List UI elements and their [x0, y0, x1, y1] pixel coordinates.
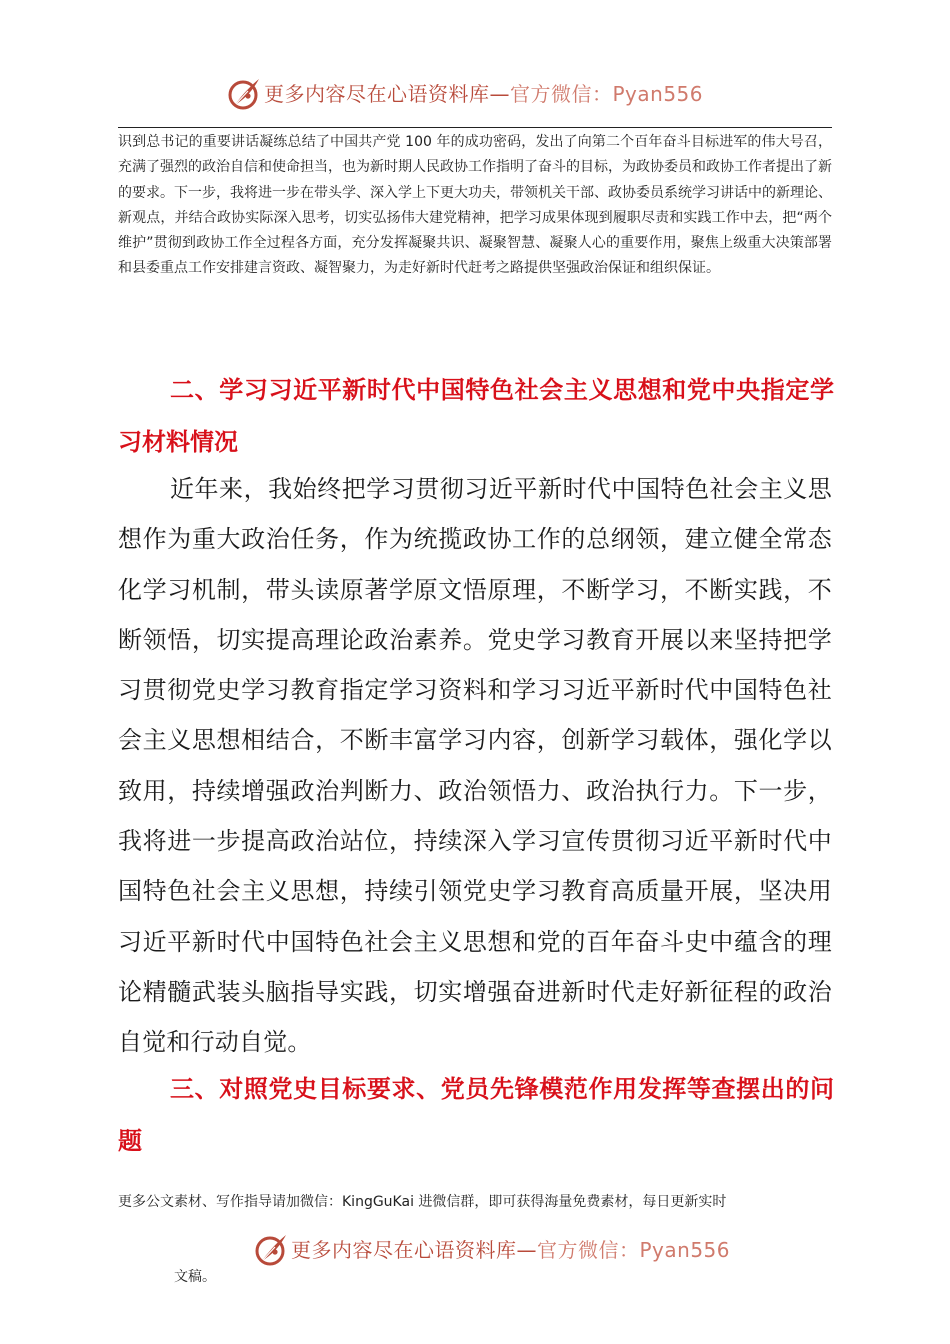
header-rule	[118, 127, 832, 128]
watermark-main: 更多内容尽在心语资料库—	[291, 1238, 537, 1262]
footer-note-tail: 文稿。	[174, 1269, 216, 1285]
watermark-banner-bottom	[0, 1228, 950, 1272]
watermark-main: 更多内容尽在心语资料库—	[264, 82, 510, 106]
watermark-wechat: 官方微信：Pyan556	[510, 82, 704, 106]
watermark-wechat: 官方微信：Pyan556	[537, 1238, 731, 1262]
section-3-heading: 三、对照党史目标要求、党员先锋模范作用发挥等查摆出的问题	[118, 1075, 834, 1155]
watermark-banner-top	[0, 72, 950, 116]
section-2-heading: 二、学习习近平新时代中国特色社会主义思想和党中央指定学习材料情况	[118, 376, 834, 456]
intro-paragraph: 识到总书记的重要讲话凝练总结了中国共产党 100 年的成功密码，发出了向第二个百年奋斗目标进军的伟大号召，充满了强烈的政治自信和使命担当，也为新时期人民政协工作指明了奋斗的目标，为政协委员和政协工作者提出了新的要求。下一步，我将进一步在带头学、深入学上下更大功夫，带领机关干部、政协委员系统学习讲话中的新理论、新观点，并结合政协实际深入思考，切实弘扬伟大建党精神，把学习成果体现到履职尽责和实践工作中去，把“两个维护”贯彻到政协工作全过程各方面，充分发挥凝聚共识、凝聚智慧、凝聚人心的重要作用，聚焦上级重大决策部署和县委重点工作安排建言资政、凝智聚力，为走好新时代赶考之路提供坚强政治保证和组织保证。	[118, 134, 832, 277]
watermark-text	[264, 78, 703, 107]
quill-logo-icon	[226, 76, 262, 112]
quill-logo-icon	[253, 1232, 289, 1268]
footer-note: 更多公文素材、写作指导请加微信：KingGuKai 进微信群，即可获得海量免费素材，每日更新实时	[118, 1194, 727, 1210]
watermark-text	[291, 1234, 730, 1263]
section-2-body: 近年来，我始终把学习贯彻习近平新时代中国特色社会主义思想作为重大政治任务，作为统揽政协工作的总纲领，建立健全常态化学习机制，带头读原著学原文悟原理，不断学习，不断实践，不断领悟，切实提高理论政治素养。党史学习教育开展以来坚持把学习贯彻党史学习教育指定学习资料和学习习近平新时代中国特色社会主义思想相结合，不断丰富学习内容，创新学习载体，强化学以致用，持续增强政治判断力、政治领悟力、政治执行力。下一步，我将进一步提高政治站位，持续深入学习宣传贯彻习近平新时代中国特色社会主义思想，持续引领党史学习教育高质量开展，坚决用习近平新时代中国特色社会主义思想和党的百年奋斗史中蕴含的理论精髓武装头脑指导实践，切实增强奋进新时代走好新征程的政治自觉和行动自觉。	[118, 475, 832, 1057]
